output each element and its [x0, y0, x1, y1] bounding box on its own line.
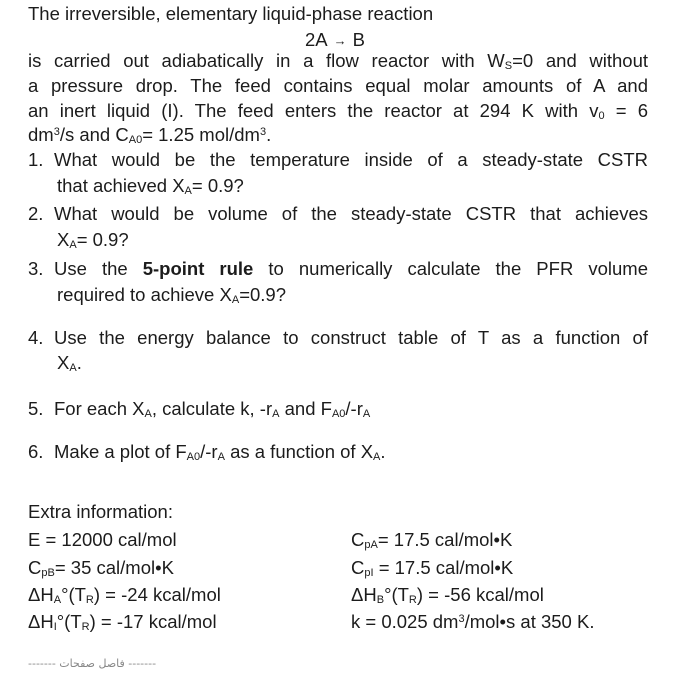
- reaction-arrow: →: [333, 33, 347, 48]
- product: B: [352, 29, 365, 50]
- question-2-cont: $X_A= 0.9$?: [57, 229, 129, 251]
- question-1: 1. What would be the temperature inside of a steady-state CSTR: [28, 149, 648, 170]
- question-3-cont: required to achieve $X_A=0.9$?: [57, 284, 286, 306]
- question-5: 5. For each $X_A$, calculate k, $-r_A$ and $F_{A0}/-r_A$: [28, 398, 371, 420]
- extra-heading: Extra information:: [28, 501, 173, 522]
- question-1-cont: that achieved $X_A= 0.9$?: [57, 175, 244, 197]
- intro-line-3: is carried out adiabatically in a flow reactor with $W_S=0$ and without: [28, 50, 648, 72]
- question-3: 3. Use the 5-point rule to numerically calculate the PFR volume: [28, 258, 648, 279]
- intro-line-6: $dm^3/s$ and $C_{A0}= 1.25$ mol/$dm^3$.: [28, 124, 272, 146]
- intro-line-4: a pressure drop. The feed contains equal molar amounts of A and: [28, 75, 648, 96]
- question-4: 4. Use the energy balance to construct table of T as a function of: [28, 327, 648, 348]
- extra-right-2: $C_{pI} = 17.5$ cal/mol•K: [351, 557, 514, 579]
- five-point-rule: 5-point rule: [142, 258, 254, 279]
- extra-left-3: $\Delta H_A^\circ(T_R) = -24$ kcal/mol: [28, 584, 221, 606]
- extra-left-4: $\Delta H_I^\circ(T_R) = -17$ kcal/mol: [28, 611, 217, 633]
- extra-right-4: k = 0.025 $dm^3/mol•s$ at 350 K.: [351, 611, 595, 632]
- extra-left-2: $C_{pB}= 35$ cal/mol•K: [28, 557, 174, 579]
- intro-line-5: an inert liquid (I). The feed enters the reactor at 294 K with $v_0 = 6$: [28, 100, 649, 122]
- question-2: 2. What would be volume of the steady-state CSTR that achieves: [28, 203, 648, 224]
- question-6: 6. Make a plot of $F_{A0}/-r_A$ as a function of $X_A$.: [28, 441, 386, 463]
- reaction-equation: [305, 29, 365, 51]
- page-divider: ------- فاصل صفحات -------: [28, 657, 157, 670]
- extra-left-1: E = 12000 cal/mol: [28, 529, 177, 550]
- intro-title: The irreversible, elementary liquid-phase reaction: [28, 3, 434, 24]
- reactant: 2A: [305, 29, 328, 50]
- extra-right-3: $\Delta H_B^\circ(T_R) = -56$ kcal/mol: [351, 584, 544, 606]
- extra-right-1: $C_{pA}= 17.5$ cal/mol•K: [351, 529, 513, 551]
- question-4-cont: $X_A$.: [57, 352, 82, 374]
